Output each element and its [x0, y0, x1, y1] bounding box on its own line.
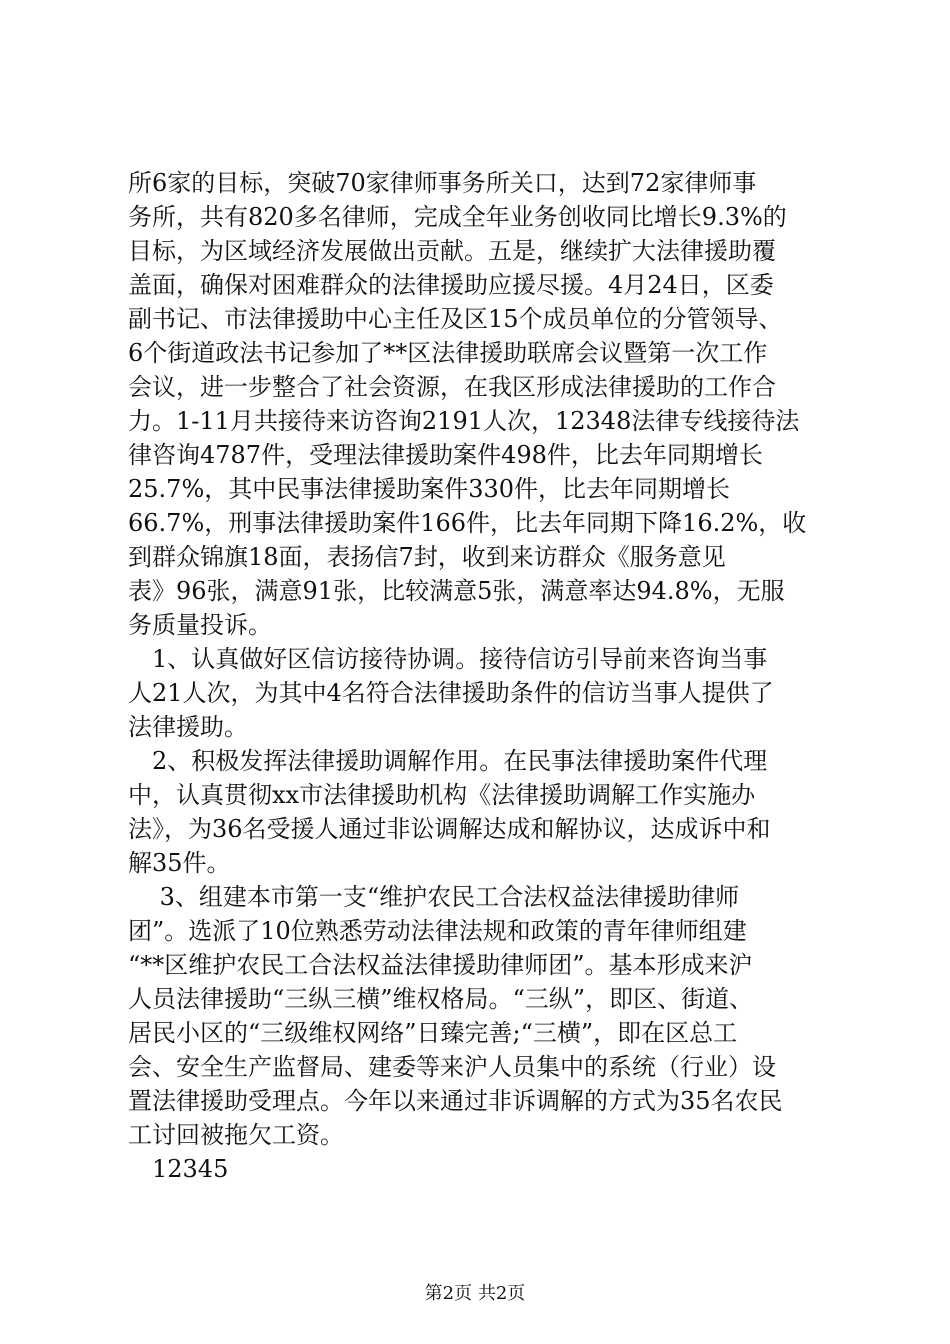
text-line: 人21人次，为其中4名符合法律援助条件的信访当事人提供了: [128, 679, 774, 707]
text-line: 副书记、市法律援助中心主任及区15个成员单位的分管领导、: [128, 305, 783, 333]
text-line: 工讨回被拖欠工资。: [128, 1121, 344, 1149]
text-line: 到群众锦旗18面，表扬信7封，收到来访群众《服务意见: [128, 543, 726, 571]
text-line: 居民小区的“三级维权网络”日臻完善;“三横”，即在区总工: [128, 1019, 738, 1047]
text-line: 法》，为36名受援人通过非讼调解达成和解协议，达成诉中和: [128, 815, 771, 843]
text-line: 6个街道政法书记参加了**区法律援助联席会议暨第一次工作: [128, 339, 768, 367]
text-line: 25.7%，其中民事法律援助案件330件，比去年同期增长: [128, 475, 731, 503]
text-line: 目标，为区域经济发展做出贡献。五是，继续扩大法律援助覆: [128, 237, 776, 265]
text-line: 1、认真做好区信访接待协调。接待信访引导前来咨询当事: [128, 645, 768, 673]
text-line: 法律援助。: [128, 713, 248, 741]
text-line: 会、安全生产监督局、建委等来沪人员集中的系统（行业）设: [128, 1053, 776, 1081]
text-line: 力。1-11月共接待来访咨询2191人次，12348法律专线接待法: [128, 407, 800, 435]
text-line: 3、组建本市第一支“维护农民工合法权益法律援助律师: [128, 883, 740, 911]
text-line: 务所，共有820多名律师，完成全年业务创收同比增长9.3%的: [128, 203, 787, 231]
body-text: [128, 166, 828, 1186]
text-line: 12345: [128, 1155, 229, 1183]
text-line: 置法律援助受理点。今年以来通过非诉调解的方式为35名农民: [128, 1087, 783, 1115]
text-line: “**区维护农民工合法权益法律援助律师团”。基本形成来沪: [128, 951, 753, 979]
text-line: 中，认真贯彻xx市法律援助机构《法律援助调解工作实施办: [128, 781, 756, 809]
text-line: 盖面，确保对困难群众的法律援助应援尽援。4月24日，区委: [128, 271, 774, 299]
text-line: 人员法律援助“三纵三横”维权格局。“三纵”，即区、街道、: [128, 985, 754, 1013]
text-line: 会议，进一步整合了社会资源，在我区形成法律援助的工作合: [128, 373, 776, 401]
text-line: 解35件。: [128, 849, 231, 877]
text-line: 2、积极发挥法律援助调解作用。在民事法律援助案件代理: [128, 747, 768, 775]
text-line: 务质量投诉。: [128, 611, 272, 639]
text-line: 66.7%，刑事法律援助案件166件，比去年同期下降16.2%，收: [128, 509, 807, 537]
page-footer: 第2页 共2页: [424, 1283, 526, 1304]
text-line: 表》96张，满意91张，比较满意5张，满意率达94.8%，无服: [128, 577, 785, 605]
text-line: 律咨询4787件，受理法律援助案件498件，比去年同期增长: [128, 441, 763, 469]
text-line: 团”。选派了10位熟悉劳动法律法规和政策的青年律师组建: [128, 917, 747, 945]
text-line: 所6家的目标，突破70家律师事务所关口，达到72家律师事: [128, 169, 757, 197]
